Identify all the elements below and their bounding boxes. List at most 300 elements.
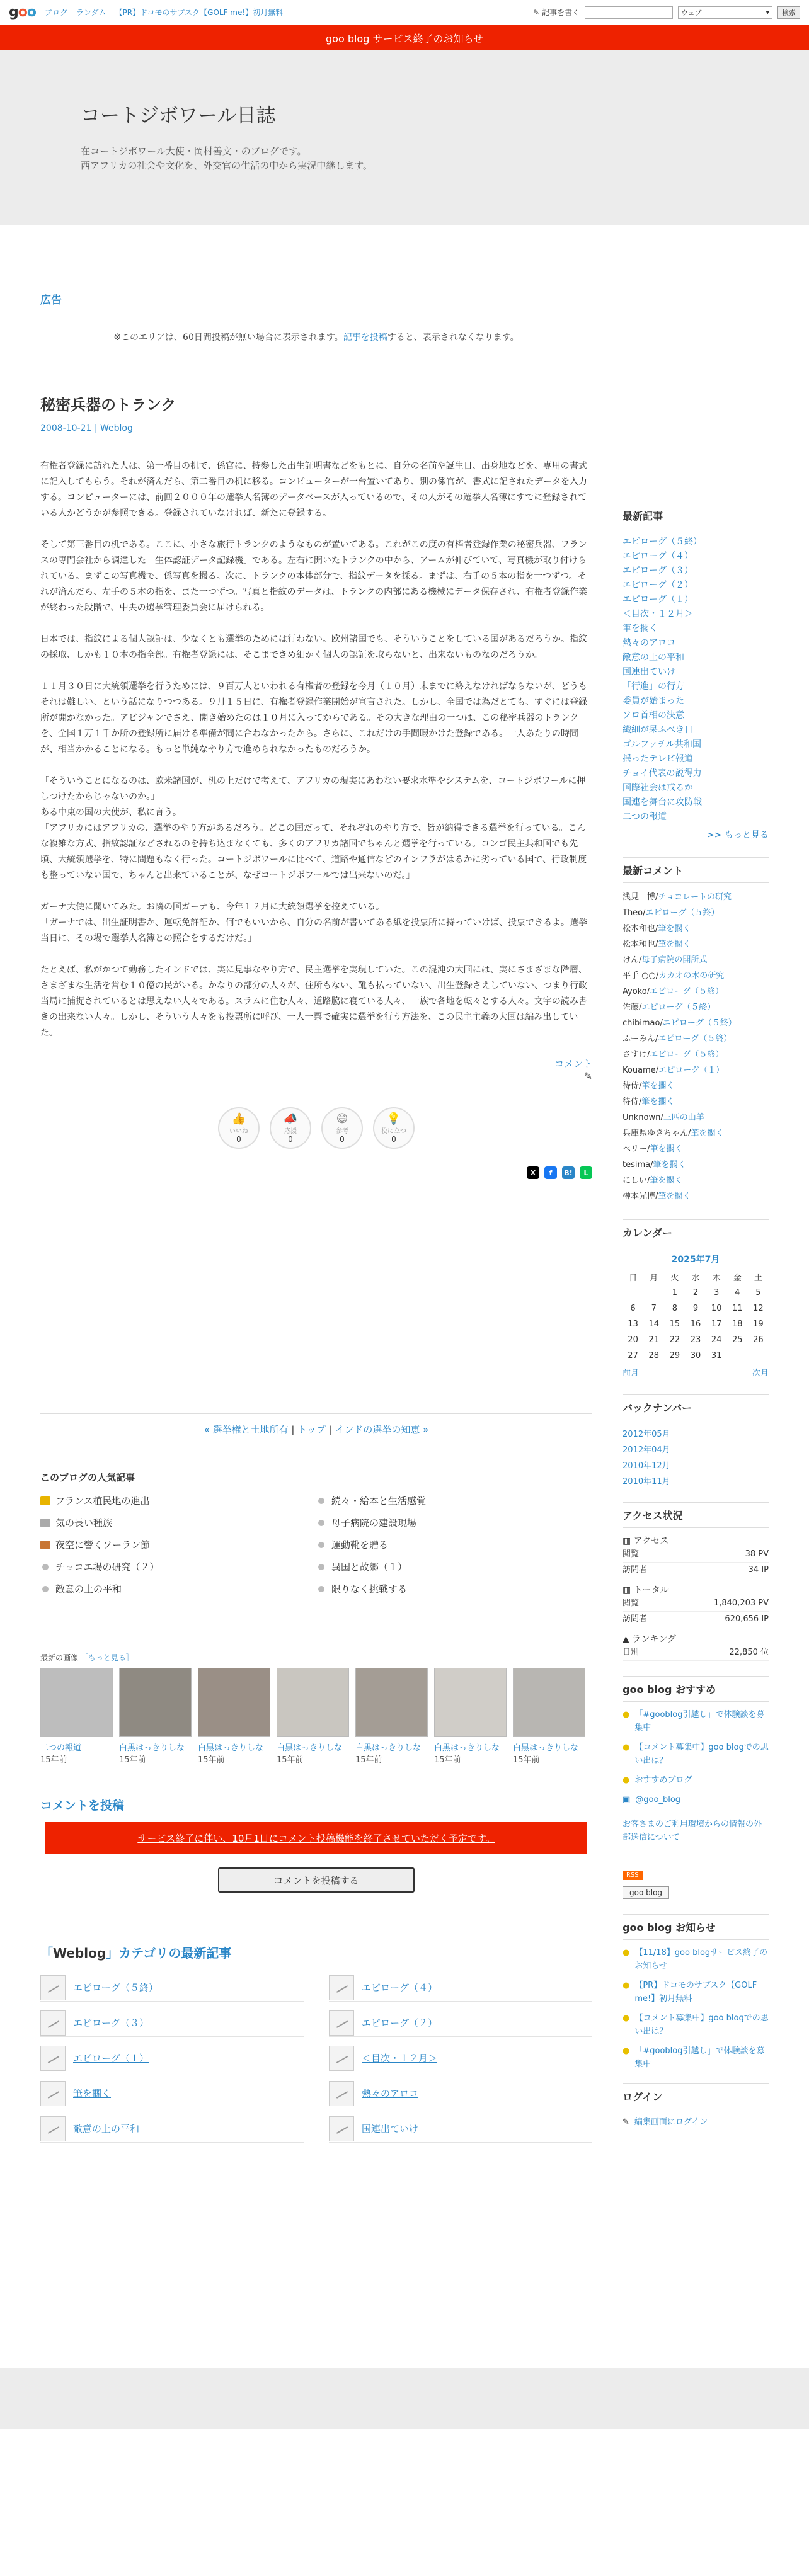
popular-item-link[interactable]: 気の長い種族 [55,1517,113,1529]
calendar-next-link[interactable]: 次月 [752,1369,769,1378]
access-sub [623,1534,769,1547]
backnumber-list[interactable] [623,1427,769,1487]
comment-entry-link[interactable]: 三匹の山羊 [663,1113,704,1122]
calendar-day: 9 [692,1304,699,1313]
search-scope-value: ウェブ [681,8,702,17]
access-key: 訪問者 [623,1565,648,1575]
top-nav-random[interactable]: ランダム [76,8,106,17]
calendar-day: 18 [732,1319,743,1329]
recent-image-caption[interactable]: 白黒はっきりしな [513,1743,579,1753]
category-entry-link[interactable]: エピローグ（４） [362,1982,438,1993]
comment-author: tesima [623,1160,651,1170]
calendar-day: 2 [692,1288,699,1297]
ad-note-post-link[interactable]: 記事を投稿 [343,333,387,343]
search-button[interactable]: 検索 [777,6,800,19]
calendar-day [748,1348,769,1364]
bullet-icon [318,1586,324,1592]
sidebar-comment-item: chibimao/エピローグ（５終） [623,1018,737,1028]
popular-item-link[interactable]: フランス植民地の進出 [55,1495,150,1507]
top-nav [45,7,283,18]
comment-entry-link[interactable]: 筆を擱く [641,1097,675,1107]
recent-image-caption[interactable]: 白黒はっきりしな [355,1743,422,1753]
chart-icon: ▥ [623,1536,631,1546]
comment-author: chibimao [623,1018,660,1028]
access-key: 訪問者 [623,1614,648,1624]
comment-author: さすけ [623,1050,648,1059]
reaction-label: 参考 [336,1128,348,1135]
ranking-sub [623,1633,769,1645]
access-row [623,1563,769,1578]
ranking-sub-label: ランキング [632,1634,676,1644]
search-input[interactable] [585,6,673,19]
category-entry-item [329,2080,592,2107]
recent-more-link[interactable]: >> もっと見る [707,830,769,840]
popular-item-link[interactable]: 敵意の上の平和 [55,1583,122,1595]
entry-category[interactable]: Weblog [100,423,133,433]
calendar-prev-link[interactable]: 前月 [623,1369,640,1378]
recent-image-time: 15年前 [355,1755,382,1765]
sidebar-recent-entry[interactable]: エピローグ（５終） [623,537,702,547]
sidebar-comment-item: さすけ/エピローグ（５終） [623,1050,724,1059]
category-title-rest: 」カテゴリの最新記事 [106,1946,232,1961]
calendar-table [623,1269,769,1364]
popular-item-link[interactable]: 限りなく挑戦する [331,1583,408,1595]
bullet-icon [318,1520,324,1526]
sidebar-recent-entry[interactable]: チョイ代表の説得力 [623,768,702,778]
comment-author: Ayoko [623,987,647,996]
recent-image-item[interactable] [355,1668,428,1765]
access-key: 閲覧 [623,1599,640,1608]
comment-entry-link[interactable]: エピローグ（５終） [645,908,720,918]
comment-entry-link[interactable]: 筆を擱く [641,1081,675,1091]
sidebar-recent-entry[interactable]: ソロ首相の決意 [623,710,684,721]
calendar-day: 29 [669,1351,680,1360]
comment-author: にしい [623,1176,648,1185]
entry-date[interactable]: 2008-10-21 [40,423,92,433]
sidebar-recent-entry[interactable]: 国際社会は戒るか [623,783,693,793]
comment-end-banner-link[interactable]: サービス終了に伴い、10月1日にコメント投稿機能を終了させていただく予定です。 [137,1832,495,1844]
sidebar-recent-entry[interactable]: 二つの報道 [623,812,667,822]
category-entry-link[interactable]: エピローグ（２） [362,2017,438,2029]
blog-description-line-1: 在コートジボワール大使・岡村善文・のブログです。 [81,145,307,157]
sidebar-recent-entry[interactable]: 国連出ていけ [623,667,675,677]
comment-author: 松本和也 [623,940,656,949]
entry-paragraph: 日本では、指紋による個人認証は、少なくとも選挙のためには行わない。欧州諸国でも、そういうことをしている国があるだろうか。指紋の採取、しかも１０本の指全部。有権者登録には、そこまできめ細かく個人の認証を取らないと、出来ないものなのだろうか。 [40,634,587,660]
comment-entry-link[interactable]: 筆を擱く [691,1129,724,1138]
pencil-icon: ✎ [533,8,540,17]
edit-pencil-icon[interactable]: ✎ [583,1070,592,1082]
comment-entry-link[interactable]: エピローグ（５終） [658,1034,732,1044]
notice-text-wrap [623,1818,769,1844]
recent-entries-list [623,535,769,824]
sidebar-recent-entry[interactable]: ＜目次・１２月＞ [623,609,693,619]
lightbulb-icon: ● [623,1775,630,1785]
sidebar-recent-entry[interactable]: エピローグ（３） [623,566,693,576]
lightbulb-icon: ● [623,1743,630,1752]
backnumber-link[interactable]: 2010年12月 [623,1461,670,1471]
comment-author: 待侍 [623,1081,640,1091]
top-right [533,6,800,19]
reaction-button[interactable] [373,1107,415,1149]
recent-image-caption[interactable]: 白黒はっきりしな [277,1743,343,1753]
comment-entry-link[interactable]: エピローグ（１） [658,1066,725,1075]
category-entry-link[interactable]: 敵意の上の平和 [73,2123,140,2134]
star-icon: ● [623,2014,630,2023]
line-share-icon[interactable]: L [580,1166,592,1179]
sidebar-comment-item: 佐藤/エピローグ（５終） [623,1003,716,1012]
popular-item [40,1516,316,1529]
comment-entry-link[interactable]: 筆を擱く [650,1176,683,1185]
sidebar-comment-item: にしい/筆を擱く [623,1176,683,1185]
calendar-day: 4 [735,1288,740,1297]
calendar-day: 19 [753,1319,764,1329]
recent-image-item[interactable] [40,1668,113,1765]
calendar-day: 3 [713,1288,720,1297]
popular-item [316,1494,592,1507]
category-latest-title [40,1943,592,1961]
post-comment-button[interactable]: コメントを投稿する [218,1867,415,1893]
popular-item-link[interactable]: 続々・給本と生活感覚 [331,1495,427,1507]
category-entry-item [40,1974,304,2002]
comment-entry-link[interactable]: カカオの木の研究 [658,971,725,981]
calendar-day: 25 [732,1335,743,1345]
calendar-day: 11 [732,1304,743,1313]
share-buttons [40,1166,592,1179]
crown-icon [40,1496,50,1505]
sidebar-recent-entry[interactable]: 敵意の上の平和 [623,653,684,663]
entry-thumbnail-icon [40,2116,66,2141]
comment-author: 榊本光博 [623,1192,656,1201]
recent-entries-title: 最新記事 [623,503,769,528]
popular-grid [40,1494,592,1595]
reaction-button[interactable] [270,1107,311,1149]
hatena-share-icon[interactable]: B! [562,1166,575,1179]
category-entry-link[interactable]: 熱々のアロコ [362,2088,419,2099]
calendar-week-row [623,1316,769,1332]
service-end-notice-link[interactable]: goo blog サービス終了のお知らせ [326,32,483,45]
calendar-day [623,1285,643,1301]
recent-image-item[interactable] [277,1668,349,1765]
external-info-link[interactable]: お客さまのご利用環境からの情報の外部送信について [623,1820,762,1842]
calendar-day: 5 [755,1288,761,1297]
access-stats [623,1534,769,1661]
access-key: 日別 [623,1648,640,1657]
comment-entry-link[interactable]: 筆を擱く [658,1192,691,1201]
calendar-week-row [623,1332,769,1348]
lightbulb-icon: ● [623,1710,630,1719]
comment-end-banner [45,1822,587,1854]
calendar-day: 15 [669,1319,680,1329]
sidebar-recent-entry[interactable]: 熱々のアロコ [623,638,675,648]
calendar-day: 23 [690,1335,701,1345]
reaction-button[interactable] [321,1107,363,1149]
bullet-icon [318,1564,324,1570]
write-article-link[interactable] [533,7,580,18]
recent-comments-title: 最新コメント [623,857,769,883]
bullet-icon [42,1564,49,1570]
recent-image-thumbnail[interactable] [434,1668,507,1737]
sidebar-recent-entry[interactable]: 委員が始まった [623,696,684,706]
popular-item-link[interactable]: 夜空に響くソーラン節 [55,1539,151,1551]
reactions [40,1107,592,1149]
comment-entry-link[interactable]: 筆を擱く [650,1144,683,1154]
twitter-link[interactable]: @goo_blog [635,1795,681,1804]
calendar-day [727,1348,748,1364]
twitter-wrap [623,1793,769,1806]
sidebar-recent-entry[interactable]: エピローグ（２） [623,580,693,590]
recent-image-item[interactable] [198,1668,270,1765]
prev-entry-link[interactable]: « 選挙権と土地所有 [204,1424,289,1435]
osusume-list [623,1708,769,1787]
calendar-day: 26 [753,1335,764,1345]
sidebar-recent-entry[interactable]: 繊細が呆ふべき日 [623,725,693,735]
comment-link-wrap [40,1057,592,1070]
reaction-count: 0 [236,1135,241,1144]
recent-image-caption[interactable]: 白黒はっきりしな [198,1743,264,1753]
sidebar-bullet-item [623,1946,769,1973]
sidebar-comment-item: 兵庫県ゆきちゃん/筆を擱く [623,1129,724,1138]
comment-entry-link[interactable]: エピローグ（５終） [650,1050,724,1059]
facebook-share-icon[interactable]: f [544,1166,557,1179]
reaction-button[interactable] [218,1107,260,1149]
popular-title: このブログの人気記事 [40,1472,135,1483]
backnumber-link[interactable]: 2012年04月 [623,1445,670,1455]
recent-image-caption[interactable]: 白黒はっきりしな [434,1743,500,1753]
popular-item-link[interactable]: 母子病院の建設現場 [331,1517,417,1529]
sidebar-comment-item: 浅見 博/チョコレートの研究 [623,892,732,902]
sidebar-bullet-link[interactable]: 【PR】ドコモのサブスク【GOLF me!】初月無料 [634,1981,757,2003]
reaction-emoji-icon: 💡 [386,1112,401,1126]
recent-image-thumbnail[interactable] [355,1668,428,1737]
category-entry-link[interactable]: エピローグ（１） [73,2053,149,2064]
access-value: 22,850 位 [729,1648,769,1657]
comment-author: けん [623,955,640,965]
popular-item [40,1494,316,1507]
login-link[interactable]: 編集画面にログイン [634,2117,708,2127]
recent-images-title [40,1652,592,1663]
blog-header [0,50,809,225]
sidebar-comment-item: ふーみん/エピローグ（５終） [623,1034,732,1044]
search-scope-select[interactable] [678,6,772,19]
pencil-icon: ✎ [623,2117,629,2127]
popular-item-link[interactable]: 運動靴を贈る [331,1539,389,1551]
top-link[interactable]: トップ [297,1424,326,1435]
sidebar-recent-entry[interactable]: エピローグ（４） [623,551,693,561]
ad-title: 広告 [40,294,62,307]
calendar-day: 6 [630,1304,636,1313]
sidebar-bullet-link[interactable]: 「#gooblog引越し」で体験談を募集中 [634,1710,765,1733]
blog-description-line-2: 西アフリカの社会や文化を、外交官の生活の中から実況中継します。 [81,160,373,171]
entry-paragraph: 有権者登録に訪れた人は、第一番目の机で、係官に、持参した出生証明書などをもとに、自分の名前や誕生日、出身地などを、専用の書式に記入してもらう。それが済んだら、第二番目の机に移る。コンピューターが一台置いてあり、別の係官が、書式に記されたデータを入力する。コンピューターには、前回２０００年の選挙人名簿のデータベースが入っているので、その人がその選挙人名簿にすでに登録されている人かどうかが参照できる。登録されていなければ、新たに登録する。 [40,461,587,518]
entry-paragraph: ガーナ大使に聞いてみた。お隣の国ガーナも、今年１２月に大統領選挙を控えている。 「ガーナでは、出生証明書か、運転免許証か、何でもいいから、自分の名前が書いてある紙を投票所に持っていけば、投票できるよ。選挙当日に、その場で選挙人名簿との照合をするだけだ。」 [40,902,587,943]
recent-image-time: 15年前 [198,1755,225,1765]
comment-entry-link[interactable]: 母子病院の開所式 [641,955,708,965]
sidebar-recent-entry[interactable]: 筆を擱く [623,624,658,634]
calendar-weekday: 土 [754,1274,762,1283]
sidebar-recent-entry[interactable]: 「行進」の行方 [623,681,684,692]
comment-author: Kouame [623,1066,656,1075]
category-entry-item [329,1974,592,2002]
recent-image-thumbnail[interactable] [119,1668,192,1737]
entry-thumbnail-icon [329,2081,354,2106]
category-entry-link[interactable]: 国連出ていけ [362,2123,419,2134]
popular-item-link[interactable]: チョコエ場の研究（２） [55,1561,159,1573]
goo-blog-badge[interactable]: goo blog [623,1886,669,1899]
entry-paragraph: １１月３０日に大統領選挙を行うためには、９百万人といわれる有権者の登録を今月（１０月）末までに終えなければならないが、どうもそれは難しい、という話になりつつある。９月１５日に、有権者登録作業開始が宣言された。しかし、全国では為だとても、すぐには登録所が開かなかった。アビジャンでさえ、開き始めたのは１０月に入ってからである。その大きな理由の一つは、この秘密兵器のトランクを、全国１万１千か所の登録所に届ける準備が間に合わなかったから。さらに、これだけの手間暇かけた登録である。一人あたりの時間が、相当かかることになる。もっと単純なやり方で進められなかったものだろうか。 [40,681,587,755]
popular-item [316,1560,592,1573]
comment-author: 平手 ○○ [623,971,656,981]
osusume-title: goo blog おすすめ [623,1676,769,1702]
comment-entry-link[interactable]: エピローグ（５終） [650,987,724,996]
access-value: 620,656 IP [725,1614,769,1624]
top-nav-blog[interactable]: ブログ [45,8,68,17]
entry-paragraph: 「そういうことになるのは、欧米諸国が、机の上だけで考えて、アフリカの現実にあわない要求水準やシステムを、コートジボワールに押しつけたからじゃないのか。」 ある中東の国の大使が、私に言う。 「アフリカにはアフリカの、選挙のやり方があるだろう。どこの国だって、それぞれのやり方で、皆が納得できる選挙を行っている。こんな複雑な方式、指紋認証などされるのを持ち込まなくても、多くのアフリカ諸国でちゃんと選挙を行っている。コンゴ民主共和国でも先頃、大統領選挙を、特に問題もなく行った。コートジボワールに比べて、道路や通信などのインフラがはるかに劣っている国で、行政制度も整っていない国で、ちゃんと出来ていることが、なぜコートジボワールでは出来ないのだ。」 [40,776,587,881]
recent-image-thumbnail[interactable] [513,1668,585,1737]
sidebar-bullet-link[interactable]: 「#gooblog引越し」で体験談を募集中 [634,2046,765,2069]
comment-entry-link[interactable]: エピローグ（５終） [662,1018,737,1028]
calendar-day: 10 [711,1304,722,1313]
entry-thumbnail-icon [329,2116,354,2141]
x-share-icon[interactable]: X [527,1166,539,1179]
entry-title[interactable]: 秘密兵器のトランク [40,396,176,414]
recent-image-item[interactable] [119,1668,192,1765]
top-nav-pr[interactable]: 【PR】ドコモのサブスク【GOLF me!】初月無料 [115,8,284,17]
osirase-title: goo blog お知らせ [623,1914,769,1940]
sidebar-comment-item: 待侍/筆を擱く [623,1081,675,1091]
entry-navigation: « 選挙権と土地所有 | トップ | インドの選挙の知恵 » [40,1413,592,1445]
comment-entry-link[interactable]: 筆を擱く [658,924,691,933]
bullet-icon [318,1498,324,1504]
calendar-header-row [623,1269,769,1285]
comment-author: 佐藤 [623,1003,640,1012]
rss-badge[interactable] [623,1869,769,1880]
recent-image-time: 15年前 [513,1755,540,1765]
comment-entry-link[interactable]: チョコレートの研究 [658,892,732,902]
comment-entry-link[interactable]: エピローグ（５終） [641,1003,716,1012]
category-entry-item [329,2009,592,2037]
calendar-weekday: 木 [712,1274,721,1283]
sidebar-bullet-item [623,1708,769,1735]
recent-image-caption[interactable]: 白黒はっきりしな [119,1743,185,1753]
blog-description [81,144,809,173]
ad-note-post: すると、表示されなくなります。 [387,333,519,343]
sidebar-recent-entry[interactable]: 国連を舞台に攻防戦 [623,797,702,807]
reaction-count: 0 [340,1135,345,1144]
recent-image-item[interactable] [513,1668,585,1765]
sidebar-recent-entry[interactable]: エピローグ（１） [623,595,693,605]
sidebar-bullet-link[interactable]: 【コメント募集中】goo blogでの思い出は？ [634,1743,769,1765]
calendar-day: 31 [711,1351,722,1360]
popular-item [40,1538,316,1551]
ranking-rows [623,1645,769,1661]
comment-author: ペリー [623,1144,648,1154]
calendar-weekday: 火 [670,1274,679,1283]
calendar-nav [623,1366,769,1378]
calendar-weekday: 日 [629,1274,638,1283]
goo-logo[interactable]: goo [9,4,36,20]
recent-image-item[interactable] [434,1668,507,1765]
ad-note-pre: ※このエリアは、60日間投稿が無い場合に表示されます。 [113,333,343,343]
calendar-title: カレンダー [623,1219,769,1245]
comment-entry-link[interactable]: 筆を擱く [658,940,691,949]
sidebar-recent-entry[interactable]: 揺ったテレビ報道 [623,754,693,764]
sidebar-bullet-item [623,2044,769,2071]
comment-link[interactable]: コメント [554,1058,592,1069]
recent-image-thumbnail[interactable] [40,1668,113,1737]
comment-author: 松本和也 [623,924,656,933]
sidebar-recent-entry[interactable]: ゴルファチル共和国 [623,739,702,749]
calendar-day: 20 [628,1335,638,1345]
ad-note [40,331,592,343]
top-bar [0,0,809,25]
star-icon: ● [623,2046,630,2056]
calendar-day: 21 [648,1335,659,1345]
category-entry-link[interactable]: 筆を擱く [73,2088,112,2099]
recent-image-thumbnail[interactable] [198,1668,270,1737]
access-value: 38 PV [745,1549,769,1559]
category-entry-link[interactable]: エピローグ（５終） [73,1982,159,1993]
entry-paragraph: そして第三番目の机である。ここに、小さな旅行トランクのようなものが置いてある。これがこの度の有権者登録作業の秘密兵器、フランスの専門会社から調達した「生体認証データ記録機」である。左右に開いたトランクの中から、アームが伸びていて、写真機が取り付けられている。まずこの写真機で、係写真を撮る。次に、トランクの本体部分で、指紋データを採る。まずは、右手の５本の指を一つずつ。それが済んだら、左手の５本の指を、また一つずつ。写真と指紋のデータは、トランクの内部にある機械にデータ保存され、有権者登録作業が終わった段階で、中央の選挙管理委員会に届けられる。 [40,540,587,613]
sidebar-comment-item: ペリー/筆を擱く [623,1144,683,1154]
next-entry-link[interactable]: インドの選挙の知恵 » [335,1424,429,1435]
post-comment-title: コメントを投稿 [40,1799,125,1813]
sidebar-bullet-link[interactable]: 【コメント募集中】goo blogでの思い出は？ [634,2014,769,2036]
entry-thumbnail-icon [329,2046,354,2071]
sidebar-bullet-item [623,1741,769,1767]
calendar-weekday: 月 [650,1274,658,1283]
category-entry-item [40,2044,304,2072]
calendar-day [643,1285,664,1301]
popular-item-link[interactable]: 異国と故郷（１） [331,1561,408,1573]
sidebar-comment-item: tesima/筆を擱く [623,1160,686,1170]
access-value: 1,840,203 PV [713,1599,769,1608]
calendar-day: 13 [628,1319,638,1329]
star-icon: ● [623,1948,630,1958]
entry-meta: 2008-10-21 | Weblog [40,423,133,433]
backnumber-link[interactable]: 2010年11月 [623,1477,670,1486]
category-entry-link[interactable]: ＜目次・１２月＞ [362,2053,438,2064]
recent-image-caption[interactable]: 二つの報道 [40,1743,82,1753]
blog-title[interactable]: コートジボワール日誌 [81,105,276,127]
recent-image-thumbnail[interactable] [277,1668,349,1737]
access-row [623,1645,769,1661]
sidebar-bullet-link[interactable]: おすすめブログ [634,1775,692,1785]
rss-icon: RSS [623,1871,643,1880]
sidebar-bullet-link[interactable]: 【11/18】goo blogサービス終了のお知らせ [634,1948,768,1971]
ranking-icon: ▲ [623,1634,629,1644]
calendar-day: 1 [672,1288,677,1297]
recent-image-time: 15年前 [40,1755,67,1765]
backnumber-link[interactable]: 2012年05月 [623,1430,670,1439]
category-entry-link[interactable]: エピローグ（３） [73,2017,149,2029]
entry-thumbnail-icon [329,1975,354,2000]
reaction-emoji-icon: 😄 [336,1112,348,1126]
service-end-notice-bar [0,25,809,50]
main-column [40,263,592,2143]
chevron-down-icon: ▾ [766,8,769,16]
comment-entry-link[interactable]: 筆を擱く [653,1160,686,1170]
recent-image-time: 15年前 [119,1755,146,1765]
category-entry-item [40,2115,304,2143]
recent-images-more-link[interactable]: ［もっと見る］ [80,1653,134,1662]
login-title: ログイン [623,2083,769,2109]
sidebar-comment-item: 榊本光博/筆を擱く [623,1192,691,1201]
backnumber-title: バックナンバー [623,1394,769,1420]
sidebar-bullet-item [623,1979,769,2005]
calendar-weekday: 水 [691,1274,700,1283]
popular-item [316,1582,592,1595]
total-sub [623,1583,769,1596]
